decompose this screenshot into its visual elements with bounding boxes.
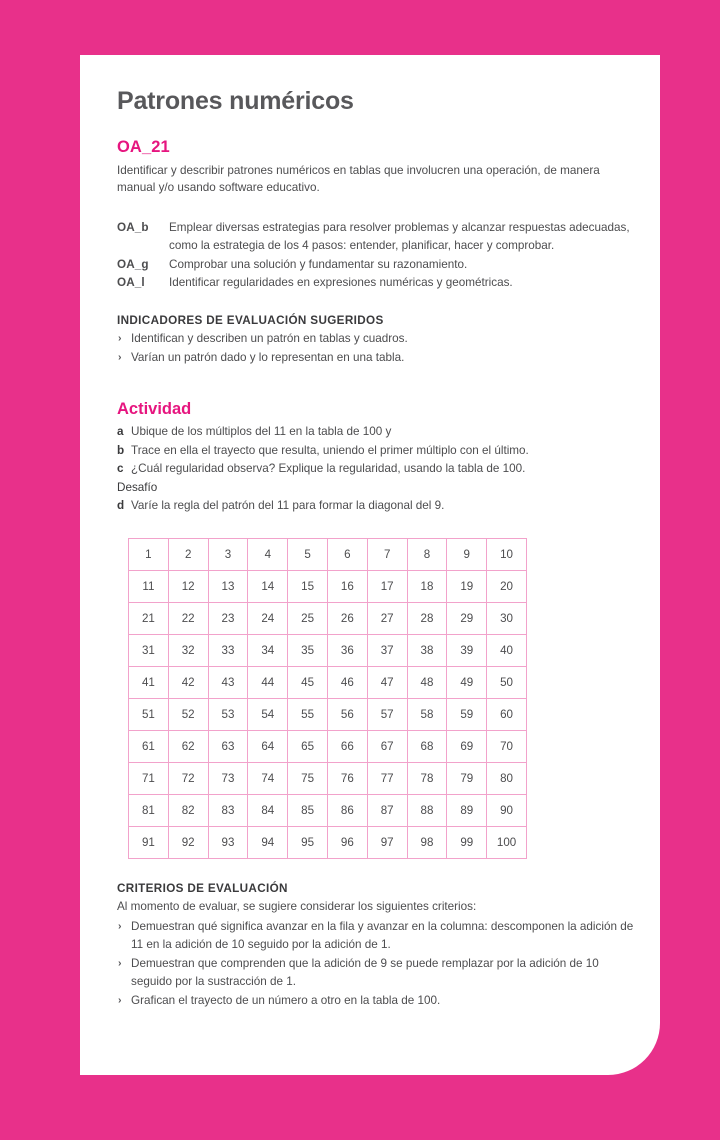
criteria-heading: CRITERIOS DE EVALUACIÓN [117, 881, 288, 895]
table-cell: 43 [208, 666, 248, 698]
table-cell: 23 [208, 602, 248, 634]
table-cell: 25 [288, 602, 328, 634]
table-cell: 11 [129, 570, 169, 602]
document-card [80, 55, 660, 1075]
table-cell: 42 [168, 666, 208, 698]
criteria-lead-text: Al momento de evaluar, se sugiere considerar los siguientes criterios: [117, 899, 477, 913]
activity-item [117, 423, 637, 441]
page-title: Patrones numéricos [117, 87, 354, 115]
table-row [129, 538, 527, 570]
hundreds-table-wrapper [128, 538, 637, 859]
oa-item-text: Emplear diversas estrategias para resolver problemas y alcanzar respuestas adecuadas, como la estrategia de los 4 pasos: entender, planificar, hacer y comprobar. [169, 221, 630, 252]
oa-related-list [117, 219, 637, 292]
table-cell: 81 [129, 794, 169, 826]
table-cell: 57 [367, 698, 407, 730]
table-cell: 96 [327, 826, 367, 858]
table-cell: 89 [447, 794, 487, 826]
table-cell: 44 [248, 666, 288, 698]
table-cell: 7 [367, 538, 407, 570]
table-cell: 32 [168, 634, 208, 666]
table-cell: 20 [487, 570, 527, 602]
indicators-heading: INDICADORES DE EVALUACIÓN SUGERIDOS [117, 314, 384, 328]
table-cell: 77 [367, 762, 407, 794]
table-cell: 90 [487, 794, 527, 826]
table-cell: 78 [407, 762, 447, 794]
challenge-label: Desafío [117, 480, 158, 494]
table-cell: 67 [367, 730, 407, 762]
oa-code-heading: OA_21 [117, 137, 170, 156]
table-cell: 13 [208, 570, 248, 602]
activity-item-text: Trace en ella el trayecto que resulta, uniendo el primer múltiplo con el último. [131, 443, 529, 457]
document-content [117, 88, 637, 1012]
activity-item-letter: a [117, 425, 124, 439]
table-cell: 33 [208, 634, 248, 666]
table-cell: 86 [327, 794, 367, 826]
table-cell: 45 [288, 666, 328, 698]
table-row [129, 602, 527, 634]
oa-list-item [117, 219, 637, 255]
table-cell: 85 [288, 794, 328, 826]
oa-item-code: OA_g [117, 257, 149, 271]
table-cell: 74 [248, 762, 288, 794]
table-cell: 97 [367, 826, 407, 858]
table-cell: 71 [129, 762, 169, 794]
activity-item-text: ¿Cuál regularidad observa? Explique la regularidad, usando la tabla de 100. [131, 462, 526, 476]
table-cell: 30 [487, 602, 527, 634]
table-cell: 29 [447, 602, 487, 634]
table-cell: 1 [129, 538, 169, 570]
list-item-label: Demuestran qué significa avanzar en la fila y avanzar en la columna: descomponen la adición de 11 en la adición de 10 seguido por la adición de 1. [131, 919, 634, 952]
activity-list [117, 423, 637, 515]
table-cell: 53 [208, 698, 248, 730]
table-row [129, 762, 527, 794]
table-row [129, 826, 527, 858]
table-cell: 84 [248, 794, 288, 826]
table-cell: 3 [208, 538, 248, 570]
table-cell: 28 [407, 602, 447, 634]
table-cell: 24 [248, 602, 288, 634]
table-row [129, 794, 527, 826]
table-cell: 38 [407, 634, 447, 666]
table-cell: 92 [168, 826, 208, 858]
table-cell: 76 [327, 762, 367, 794]
oa-item-text: Comprobar una solución y fundamentar su razonamiento. [169, 257, 468, 271]
table-cell: 36 [327, 634, 367, 666]
table-cell: 82 [168, 794, 208, 826]
chevron-right-icon: › [118, 919, 122, 932]
indicators-list [117, 330, 637, 367]
table-cell: 75 [288, 762, 328, 794]
table-cell: 87 [367, 794, 407, 826]
table-cell: 80 [487, 762, 527, 794]
table-cell: 60 [487, 698, 527, 730]
table-cell: 51 [129, 698, 169, 730]
table-cell: 72 [168, 762, 208, 794]
table-cell: 50 [487, 666, 527, 698]
table-cell: 9 [447, 538, 487, 570]
table-row [129, 634, 527, 666]
table-cell: 59 [447, 698, 487, 730]
table-cell: 22 [168, 602, 208, 634]
table-cell: 94 [248, 826, 288, 858]
activity-heading: Actividad [117, 400, 192, 419]
list-item [117, 955, 637, 991]
table-cell: 55 [288, 698, 328, 730]
table-cell: 8 [407, 538, 447, 570]
table-cell: 14 [248, 570, 288, 602]
table-cell: 73 [208, 762, 248, 794]
table-cell: 49 [447, 666, 487, 698]
table-cell: 35 [288, 634, 328, 666]
table-cell: 93 [208, 826, 248, 858]
list-item [117, 330, 637, 348]
table-row [129, 698, 527, 730]
table-cell: 31 [129, 634, 169, 666]
table-cell: 19 [447, 570, 487, 602]
table-cell: 100 [487, 826, 527, 858]
table-cell: 62 [168, 730, 208, 762]
table-cell: 66 [327, 730, 367, 762]
activity-item-letter: c [117, 462, 124, 476]
challenge-item-letter: d [117, 499, 125, 513]
table-cell: 2 [168, 538, 208, 570]
list-item-label: Varían un patrón dado y lo representan en una tabla. [131, 351, 405, 365]
table-cell: 21 [129, 602, 169, 634]
criteria-block [117, 882, 637, 1011]
list-item-label: Demuestran que comprenden que la adición de 9 se puede remplazar por la adición de 10 seguido por la sustracción de 1. [131, 957, 599, 989]
table-cell: 4 [248, 538, 288, 570]
chevron-right-icon: › [118, 957, 122, 970]
table-cell: 37 [367, 634, 407, 666]
table-cell: 6 [327, 538, 367, 570]
table-cell: 61 [129, 730, 169, 762]
oa-list-item [117, 256, 637, 274]
table-cell: 39 [447, 634, 487, 666]
hundreds-table [128, 538, 527, 859]
table-cell: 48 [407, 666, 447, 698]
table-cell: 91 [129, 826, 169, 858]
table-cell: 69 [447, 730, 487, 762]
table-cell: 16 [327, 570, 367, 602]
table-cell: 15 [288, 570, 328, 602]
table-cell: 5 [288, 538, 328, 570]
table-cell: 83 [208, 794, 248, 826]
table-cell: 27 [367, 602, 407, 634]
table-cell: 41 [129, 666, 169, 698]
table-row [129, 570, 527, 602]
table-cell: 63 [208, 730, 248, 762]
table-cell: 95 [288, 826, 328, 858]
table-cell: 26 [327, 602, 367, 634]
list-item-label: Grafican el trayecto de un número a otro en la tabla de 100. [131, 994, 441, 1008]
list-item [117, 918, 637, 954]
list-item-label: Identifican y describen un patrón en tablas y cuadros. [131, 332, 408, 346]
table-cell: 65 [288, 730, 328, 762]
table-cell: 58 [407, 698, 447, 730]
table-cell: 47 [367, 666, 407, 698]
challenge-item-text: Varíe la regla del patrón del 11 para formar la diagonal del 9. [131, 499, 445, 513]
list-item [117, 349, 637, 367]
oa-item-code: OA_b [117, 221, 149, 235]
challenge-item [117, 497, 637, 515]
table-cell: 54 [248, 698, 288, 730]
table-cell: 88 [407, 794, 447, 826]
oa-description: Identificar y describir patrones numéricos en tablas que involucren una operación, de manera manual y/o usando software educativo. [117, 163, 600, 195]
table-cell: 99 [447, 826, 487, 858]
criteria-list [117, 918, 637, 1011]
table-cell: 68 [407, 730, 447, 762]
table-cell: 56 [327, 698, 367, 730]
list-item [117, 992, 637, 1010]
activity-item [117, 460, 637, 478]
table-cell: 12 [168, 570, 208, 602]
hundreds-table-body [129, 538, 527, 858]
oa-list-item [117, 274, 637, 292]
table-cell: 18 [407, 570, 447, 602]
table-cell: 64 [248, 730, 288, 762]
table-row [129, 666, 527, 698]
oa-item-text: Identificar regularidades en expresiones numéricas y geométricas. [169, 276, 513, 290]
table-cell: 79 [447, 762, 487, 794]
table-cell: 70 [487, 730, 527, 762]
activity-item-text: Ubique de los múltiplos del 11 en la tabla de 100 y [131, 425, 392, 439]
chevron-right-icon: › [118, 332, 122, 345]
activity-item-letter: b [117, 443, 125, 457]
table-cell: 17 [367, 570, 407, 602]
table-cell: 10 [487, 538, 527, 570]
table-cell: 52 [168, 698, 208, 730]
chevron-right-icon: › [118, 351, 122, 364]
activity-item [117, 442, 637, 460]
chevron-right-icon: › [118, 994, 122, 1007]
table-cell: 34 [248, 634, 288, 666]
oa-item-code: OA_l [117, 276, 145, 290]
table-cell: 46 [327, 666, 367, 698]
table-row [129, 730, 527, 762]
table-cell: 40 [487, 634, 527, 666]
table-cell: 98 [407, 826, 447, 858]
